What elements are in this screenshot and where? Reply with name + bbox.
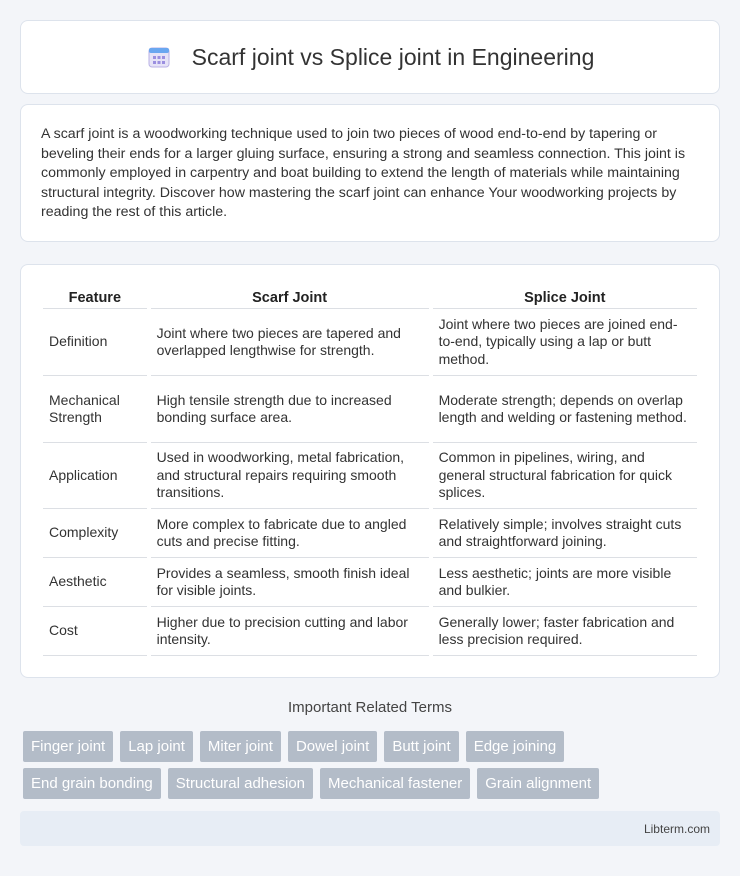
header-feature: Feature <box>43 285 147 309</box>
table-row <box>43 376 697 443</box>
tag-row <box>23 768 723 799</box>
comparison-table-card <box>20 264 720 678</box>
tag-structural-adhesion[interactable]: Structural adhesion <box>168 768 313 799</box>
related-terms-title: Important Related Terms <box>288 699 452 716</box>
intro-text: A scarf joint is a woodworking technique used to join two pieces of wood end-to-end by tapering or beveling their ends for a larger gluing surface, ensuring a strong and seamless connection. This joint is commonly employed in carpentry and boat building to extend the length of materials while maintaining structural integrity. Discover how mastering the scarf joint can enhance Your woodworking projects by reading the rest of this article. <box>41 126 686 220</box>
tag-grain-alignment[interactable]: Grain alignment <box>477 768 599 799</box>
tag-dowel-joint[interactable]: Dowel joint <box>288 731 377 762</box>
tag-end-grain-bonding[interactable]: End grain bonding <box>23 768 161 799</box>
table-row <box>43 309 697 376</box>
comparison-table <box>43 285 697 656</box>
scarf-cell: Higher due to precision cutting and labor intensity. <box>151 607 429 656</box>
tag-butt-joint[interactable]: Butt joint <box>384 731 458 762</box>
title-wrap <box>146 44 595 71</box>
tag-edge-joining[interactable]: Edge joining <box>466 731 565 762</box>
footer <box>20 811 720 846</box>
scarf-cell: More complex to fabricate due to angled cuts and precise fitting. <box>151 509 429 558</box>
table-row <box>43 509 697 558</box>
tag-finger-joint[interactable]: Finger joint <box>23 731 113 762</box>
intro-card <box>20 104 720 242</box>
feature-cell: Complexity <box>43 509 147 558</box>
scarf-cell: Provides a seamless, smooth finish ideal for visible joints. <box>151 558 429 607</box>
tag-mechanical-fastener[interactable]: Mechanical fastener <box>320 768 470 799</box>
header-splice-joint: Splice Joint <box>433 285 697 309</box>
splice-cell: Generally lower; faster fabrication and less precision required. <box>433 607 697 656</box>
scarf-cell: Used in woodworking, metal fabrication, and structural repairs requiring smooth transitions. <box>151 443 429 509</box>
table-header-row <box>43 285 697 309</box>
splice-cell: Moderate strength; depends on overlap length and welding or fastening method. <box>433 376 697 443</box>
splice-cell: Less aesthetic; joints are more visible and bulkier. <box>433 558 697 607</box>
page-title: Scarf joint vs Splice joint in Engineering <box>191 43 595 70</box>
table-row <box>43 607 697 656</box>
scarf-cell: Joint where two pieces are tapered and overlapped lengthwise for strength. <box>151 309 429 376</box>
splice-cell: Joint where two pieces are joined end-to-end, typically using a lap or butt method. <box>433 309 697 376</box>
feature-cell: Mechanical Strength <box>43 376 147 443</box>
splice-cell: Relatively simple; involves straight cuts and straightforward joining. <box>433 509 697 558</box>
tag-row <box>23 731 723 762</box>
header-scarf-joint: Scarf Joint <box>151 285 429 309</box>
feature-cell: Definition <box>43 309 147 376</box>
related-terms-tags <box>23 731 723 805</box>
feature-cell: Application <box>43 443 147 509</box>
table-row <box>43 443 697 509</box>
calendar-icon <box>146 44 172 70</box>
splice-cell: Common in pipelines, wiring, and general structural fabrication for quick splices. <box>433 443 697 509</box>
tag-lap-joint[interactable]: Lap joint <box>120 731 193 762</box>
header-card <box>20 20 720 94</box>
table-row <box>43 558 697 607</box>
scarf-cell: High tensile strength due to increased bonding surface area. <box>151 376 429 443</box>
footer-site-link[interactable]: Libterm.com <box>643 821 710 836</box>
feature-cell: Cost <box>43 607 147 656</box>
feature-cell: Aesthetic <box>43 558 147 607</box>
tag-miter-joint[interactable]: Miter joint <box>200 731 281 762</box>
